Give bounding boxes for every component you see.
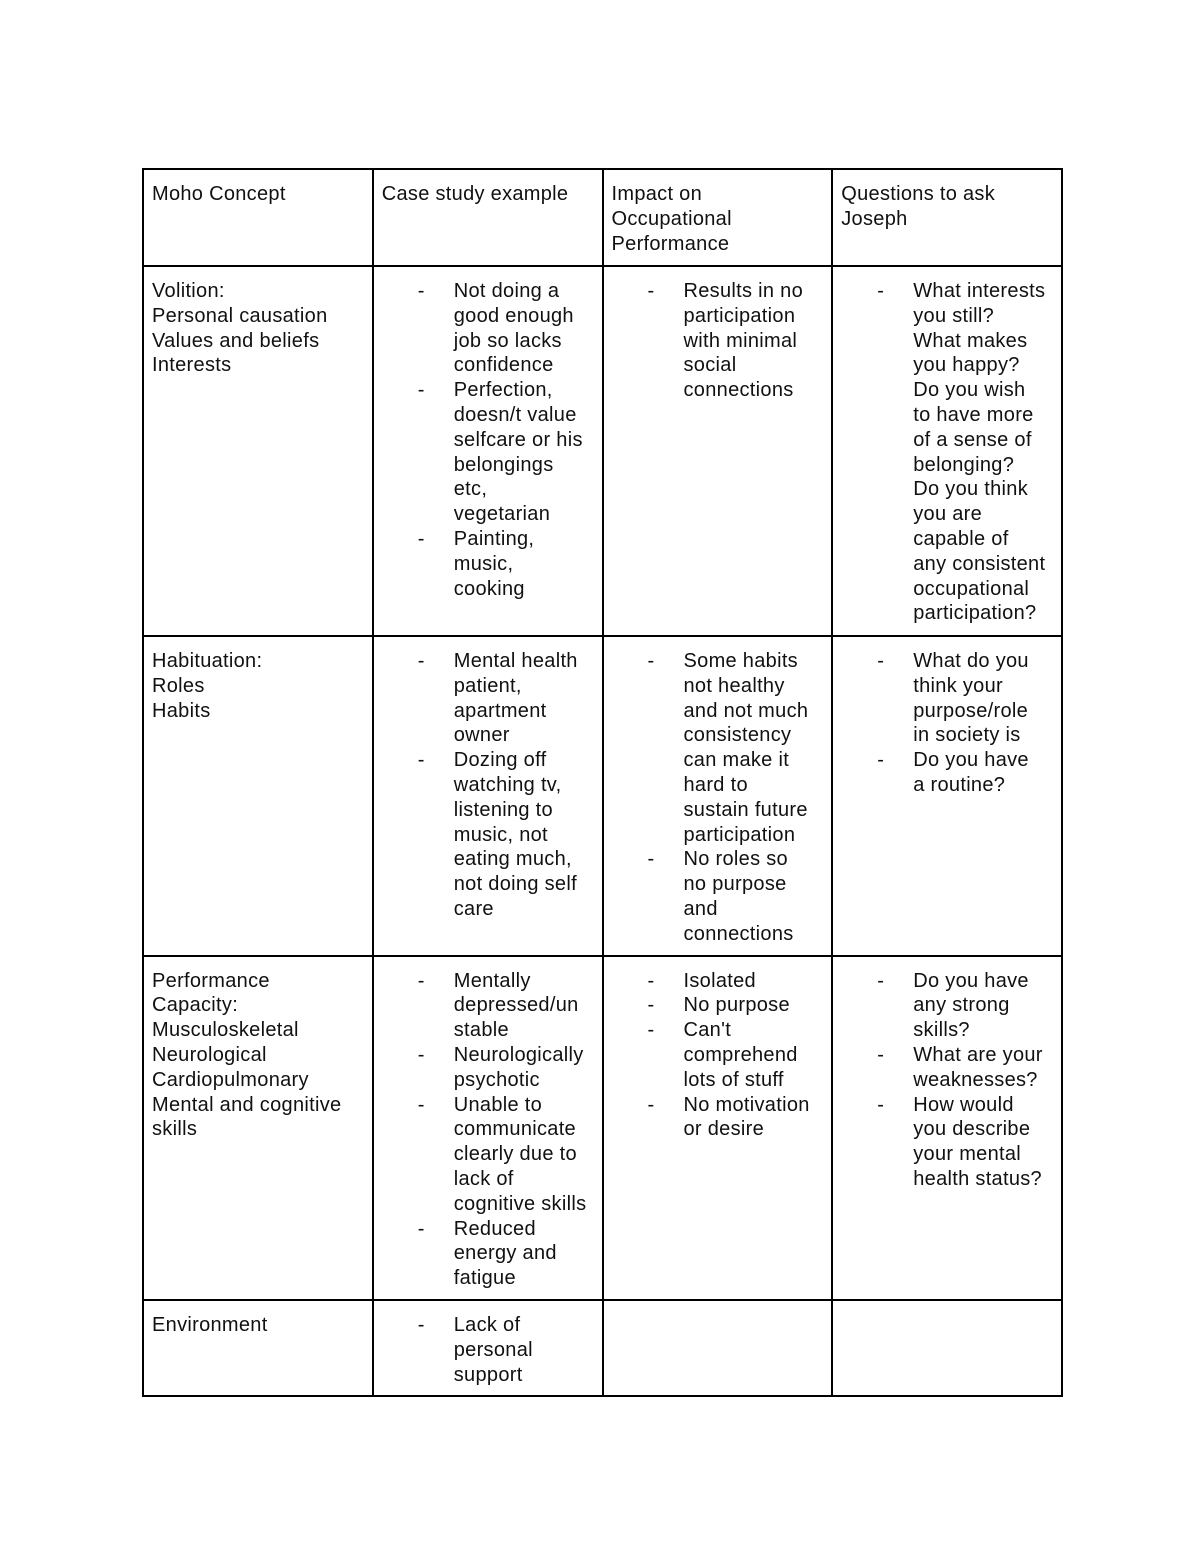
text-line: depressed/un — [453, 994, 579, 1017]
list-item-text — [454, 378, 594, 527]
cell-text — [382, 182, 594, 207]
text-line: Performance — [611, 232, 730, 255]
text-line: confidence — [453, 354, 554, 377]
text-line: Values and beliefs — [152, 329, 320, 352]
list-item — [647, 969, 824, 994]
text-line: apartment — [453, 699, 547, 722]
list-item-text — [684, 993, 824, 1018]
text-line: Musculoskeletal — [152, 1019, 299, 1042]
text-line: Case study example — [381, 183, 569, 205]
list-item — [417, 1093, 594, 1217]
bullet-dash-icon: - — [647, 1093, 655, 1116]
text-line: cognitive skills — [453, 1192, 587, 1215]
table-row — [143, 1300, 1062, 1396]
bullet-dash-icon: - — [417, 280, 425, 302]
header-cell — [373, 169, 603, 266]
bullet-dash-icon: - — [417, 379, 425, 402]
text-line: social — [683, 354, 737, 377]
text-line: participation — [683, 823, 796, 846]
table-row — [143, 266, 1062, 636]
text-line: Lack of — [453, 1313, 521, 1336]
bullet-dash-icon: - — [877, 1093, 885, 1116]
list-item-text — [454, 1217, 594, 1291]
text-line: What makes — [913, 329, 1028, 352]
text-line: Do you wish — [913, 379, 1026, 402]
list-item — [647, 993, 824, 1018]
list-item-text — [684, 847, 824, 946]
bullet-list — [382, 969, 594, 1291]
case-cell — [373, 636, 603, 956]
list-item — [417, 378, 594, 527]
text-line: Questions to ask — [841, 183, 996, 205]
cell-text — [152, 182, 364, 207]
text-line: psychotic — [453, 1068, 540, 1091]
list-item-text — [454, 527, 594, 601]
bullet-dash-icon: - — [417, 650, 425, 672]
text-line: energy and — [453, 1242, 557, 1265]
cell-text — [152, 969, 364, 1143]
text-line: with minimal — [683, 329, 798, 352]
list-item-text — [454, 1313, 594, 1387]
bullet-dash-icon: - — [647, 280, 655, 302]
text-line: Interests — [152, 354, 232, 377]
cell-text — [152, 1313, 364, 1338]
list-item — [877, 969, 1053, 1043]
text-line: Personal causation — [152, 304, 328, 327]
text-line: music, — [453, 552, 514, 575]
text-line: Dozing off — [453, 749, 547, 772]
bullet-dash-icon: - — [647, 848, 655, 871]
text-line: Cardiopulmonary — [152, 1068, 309, 1091]
list-item-text — [684, 649, 824, 847]
list-item-text — [913, 1093, 1053, 1192]
impact-cell — [603, 266, 833, 636]
text-line: any consistent — [913, 552, 1046, 575]
text-line: think your — [913, 674, 1003, 697]
text-line: can make it — [683, 749, 790, 772]
text-line: you describe — [913, 1118, 1031, 1141]
text-line: connections — [683, 922, 794, 945]
list-item-text — [454, 1093, 594, 1217]
bullet-dash-icon: - — [417, 1043, 425, 1066]
list-item — [647, 847, 824, 946]
text-line: comprehend — [683, 1043, 798, 1066]
bullet-dash-icon: - — [417, 969, 425, 992]
text-line: owner — [453, 724, 510, 747]
bullet-dash-icon: - — [877, 969, 885, 992]
text-line: eating much, — [453, 848, 572, 871]
cell-text — [841, 182, 1053, 232]
text-line: health status? — [913, 1167, 1042, 1190]
text-line: you still? — [913, 304, 995, 327]
list-item — [647, 279, 824, 403]
text-line: Occupational — [611, 207, 732, 230]
header-cell — [143, 169, 373, 266]
text-line: Not doing a — [453, 280, 560, 302]
text-line: Perfection, — [453, 379, 553, 402]
bullet-dash-icon: - — [647, 650, 655, 672]
text-line: Do you have — [913, 969, 1029, 992]
text-line: consistency — [683, 724, 792, 747]
text-line: Impact on — [611, 183, 703, 205]
list-item-text — [454, 649, 594, 748]
bullet-list — [382, 279, 594, 601]
text-line: Do you think — [913, 478, 1029, 501]
bullet-dash-icon: - — [417, 1093, 425, 1116]
text-line: Joseph — [841, 207, 908, 230]
cell-text — [152, 279, 364, 378]
text-line: Unable to — [453, 1093, 543, 1116]
cell-text — [612, 182, 824, 256]
text-line: skills? — [913, 1019, 970, 1042]
text-line: Volition: — [152, 280, 225, 302]
text-line: Results in no — [683, 280, 804, 302]
list-item — [417, 748, 594, 922]
text-line: Moho Concept — [152, 183, 286, 205]
text-line: Mentally — [453, 969, 531, 992]
text-line: No purpose — [683, 994, 790, 1017]
text-line: cooking — [453, 577, 525, 600]
text-line: Some habits — [683, 650, 798, 672]
list-item-text — [684, 1093, 824, 1143]
text-line: connections — [683, 379, 794, 402]
moho-table — [142, 168, 1063, 1397]
text-line: you happy? — [913, 354, 1020, 377]
list-item-text — [684, 969, 824, 994]
header-cell — [832, 169, 1062, 266]
text-line: Environment — [152, 1313, 268, 1336]
list-item-text — [684, 279, 824, 403]
text-line: Can't — [683, 1019, 732, 1042]
list-item-text — [454, 969, 594, 1043]
concept-cell — [143, 1300, 373, 1396]
list-item — [417, 1313, 594, 1387]
questions-cell — [832, 956, 1062, 1300]
bullet-list — [841, 649, 1053, 798]
list-item-text — [913, 279, 1053, 626]
text-line: Habituation: — [152, 650, 263, 672]
text-line: or desire — [683, 1118, 765, 1141]
bullet-list — [612, 279, 824, 403]
bullet-dash-icon: - — [877, 749, 885, 772]
bullet-dash-icon: - — [647, 1019, 655, 1042]
text-line: lack of — [453, 1167, 514, 1190]
concept-cell — [143, 956, 373, 1300]
list-item-text — [454, 748, 594, 922]
text-line: What are your — [913, 1043, 1043, 1066]
text-line: stable — [453, 1019, 509, 1042]
text-line: vegetarian — [453, 503, 551, 526]
text-line: belongings — [453, 453, 554, 476]
list-item — [647, 649, 824, 847]
text-line: participation — [683, 304, 796, 327]
text-line: Reduced — [453, 1217, 536, 1240]
bullet-dash-icon: - — [877, 280, 885, 302]
list-item — [417, 969, 594, 1043]
text-line: Do you have — [913, 749, 1029, 772]
bullet-list — [382, 1313, 594, 1387]
text-line: your mental — [913, 1143, 1022, 1166]
list-item — [877, 1093, 1053, 1192]
text-line: sustain future — [683, 798, 808, 821]
questions-cell — [832, 636, 1062, 956]
text-line: not doing self — [453, 873, 577, 896]
impact-cell — [603, 956, 833, 1300]
bullet-list — [612, 969, 824, 1143]
cell-text — [152, 649, 364, 723]
bullet-list — [841, 279, 1053, 626]
bullet-dash-icon: - — [877, 650, 885, 672]
list-item-text — [454, 279, 594, 378]
case-cell — [373, 1300, 603, 1396]
text-line: you are — [913, 503, 983, 526]
questions-cell — [832, 1300, 1062, 1396]
header-cell — [603, 169, 833, 266]
text-line: in society is — [913, 724, 1021, 747]
text-line: any strong — [913, 994, 1010, 1017]
text-line: Mental health — [453, 650, 578, 672]
text-line: Neurologically — [453, 1043, 584, 1066]
text-line: doesn/t value — [453, 403, 577, 426]
text-line: How would — [913, 1093, 1014, 1116]
bullet-dash-icon: - — [417, 749, 425, 772]
list-item — [417, 1043, 594, 1093]
list-item — [417, 279, 594, 378]
bullet-dash-icon: - — [417, 1217, 425, 1240]
text-line: clearly due to — [453, 1143, 577, 1166]
text-line: participation? — [913, 602, 1037, 625]
text-line: lots of stuff — [683, 1068, 784, 1091]
text-line: selfcare or his — [453, 428, 583, 451]
text-line: What interests — [913, 280, 1046, 302]
text-line: no purpose — [683, 873, 787, 896]
text-line: not healthy — [683, 674, 785, 697]
list-item — [877, 279, 1053, 626]
bullet-list — [612, 649, 824, 947]
text-line: and not much — [683, 699, 809, 722]
bullet-dash-icon: - — [877, 1043, 885, 1066]
case-cell — [373, 956, 603, 1300]
list-item — [417, 649, 594, 748]
text-line: care — [453, 897, 494, 920]
text-line: occupational — [913, 577, 1030, 600]
text-line: skills — [152, 1118, 198, 1141]
list-item-text — [913, 969, 1053, 1043]
text-line: of a sense of — [913, 428, 1032, 451]
concept-cell — [143, 266, 373, 636]
bullet-list — [841, 969, 1053, 1192]
text-line: weaknesses? — [913, 1068, 1038, 1091]
list-item-text — [913, 1043, 1053, 1093]
text-line: communicate — [453, 1118, 576, 1141]
impact-cell — [603, 1300, 833, 1396]
text-line: Capacity: — [152, 994, 239, 1017]
concept-cell — [143, 636, 373, 956]
list-item — [417, 527, 594, 601]
text-line: listening to — [453, 798, 553, 821]
text-line: What do you — [913, 650, 1029, 672]
bullet-dash-icon: - — [417, 527, 425, 550]
list-item — [417, 1217, 594, 1291]
text-line: capable of — [913, 527, 1009, 550]
text-line: watching tv, — [453, 773, 562, 796]
text-line: Mental and cognitive — [152, 1093, 342, 1116]
text-line: Painting, — [453, 527, 535, 550]
list-item — [877, 649, 1053, 748]
text-line: to have more — [913, 403, 1034, 426]
list-item — [877, 1043, 1053, 1093]
list-item-text — [454, 1043, 594, 1093]
bullet-list — [382, 649, 594, 922]
header-row — [143, 169, 1062, 266]
text-line: etc, — [453, 478, 488, 501]
text-line: and — [683, 897, 718, 920]
text-line: personal — [453, 1338, 533, 1361]
text-line: Neurological — [152, 1043, 267, 1066]
text-line: Performance — [152, 969, 270, 992]
text-line: hard to — [683, 773, 748, 796]
text-line: support — [453, 1363, 523, 1386]
text-line: belonging? — [913, 453, 1015, 476]
case-cell — [373, 266, 603, 636]
list-item-text — [684, 1018, 824, 1092]
list-item-text — [913, 748, 1053, 798]
text-line: Isolated — [683, 969, 756, 992]
text-line: a routine? — [913, 773, 1006, 796]
text-line: No motivation — [683, 1093, 810, 1116]
list-item — [647, 1018, 824, 1092]
bullet-dash-icon: - — [417, 1313, 425, 1336]
table-row — [143, 956, 1062, 1300]
text-line: Habits — [152, 699, 211, 722]
text-line: job so lacks — [453, 329, 562, 352]
text-line: music, not — [453, 823, 548, 846]
list-item — [647, 1093, 824, 1143]
text-line: good enough — [453, 304, 574, 327]
text-line: fatigue — [453, 1267, 516, 1290]
list-item-text — [913, 649, 1053, 748]
bullet-dash-icon: - — [647, 994, 655, 1017]
table-row — [143, 636, 1062, 956]
bullet-dash-icon: - — [647, 969, 655, 992]
questions-cell — [832, 266, 1062, 636]
text-line: purpose/role — [913, 699, 1029, 722]
text-line: Roles — [152, 674, 205, 697]
impact-cell — [603, 636, 833, 956]
list-item — [877, 748, 1053, 798]
text-line: patient, — [453, 674, 522, 697]
text-line: No roles so — [683, 848, 788, 871]
